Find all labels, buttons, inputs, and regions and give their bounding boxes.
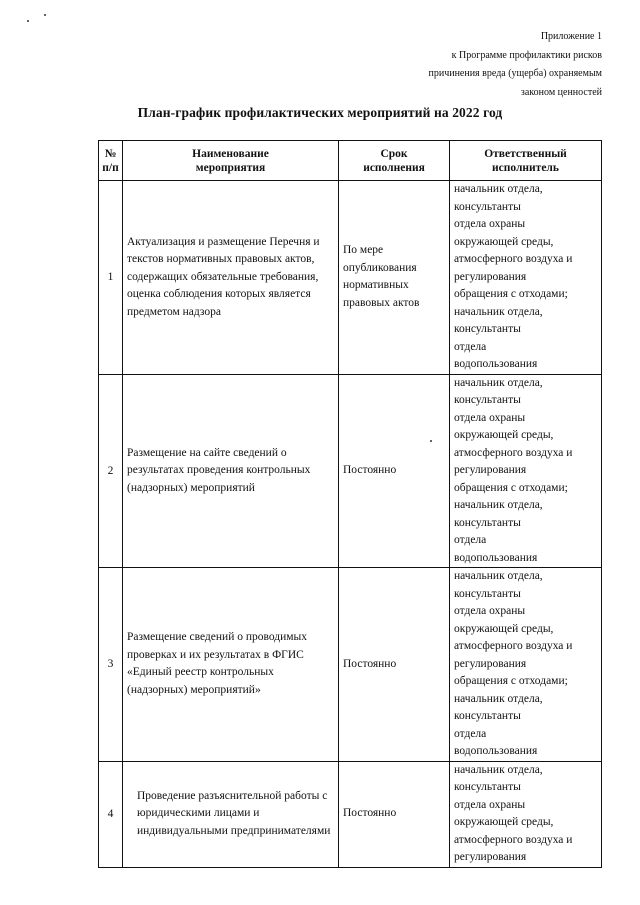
table-row bbox=[99, 568, 602, 762]
activity-term: Постоянно bbox=[339, 374, 450, 568]
table-row bbox=[99, 761, 602, 867]
appendix-line: Приложение 1 bbox=[540, 31, 602, 42]
activity-responsible: начальник отдела, консультанты отдела охраны окружающей среды, атмосферного воздуха и регулирования обращения с отходами; начальник отдела, консультанты отдела водопользования bbox=[450, 181, 602, 375]
table-row bbox=[99, 374, 602, 568]
activity-term: По мере опубликования нормативных правовых актов bbox=[339, 181, 450, 375]
activity-name: Размещение сведений о проводимых проверках и их результатах в ФГИС «Единый реестр контрольных (надзорных) мероприятий» bbox=[123, 568, 339, 762]
plan-table bbox=[98, 140, 602, 868]
appendix-line: к Программе профилактики рисков bbox=[451, 49, 602, 61]
appendix-note bbox=[428, 28, 602, 102]
row-number: 1 bbox=[99, 181, 123, 375]
header-responsible: Ответственный исполнитель bbox=[450, 141, 602, 181]
document-title: План-график профилактических мероприятий на 2022 год bbox=[137, 105, 503, 120]
activity-term: Постоянно bbox=[339, 568, 450, 762]
row-number: 4 bbox=[99, 761, 123, 867]
activity-responsible: начальник отдела, консультанты отдела охраны окружающей среды, атмосферного воздуха и регулирования обращения с отходами; начальник отдела, консультанты отдела водопользования bbox=[450, 374, 602, 568]
row-number: 2 bbox=[99, 374, 123, 568]
scan-speck bbox=[430, 440, 432, 442]
row-number: 3 bbox=[99, 568, 123, 762]
appendix-line: законом ценностей bbox=[520, 86, 602, 98]
scan-speck bbox=[44, 14, 46, 16]
scan-speck bbox=[27, 20, 29, 22]
activity-responsible: начальник отдела, консультанты отдела охраны окружающей среды, атмосферного воздуха и регулирования bbox=[450, 761, 602, 867]
table-header-row bbox=[99, 141, 602, 181]
activity-name: Размещение на сайте сведений о результатах проведения контрольных (надзорных) мероприятий bbox=[123, 374, 339, 568]
appendix-line: причинения вреда (ущерба) охраняемым bbox=[428, 68, 602, 79]
activity-name: Проведение разъяснительной работы с юридическими лицами и индивидуальными предпринимателями bbox=[123, 761, 339, 867]
header-name: Наименование мероприятия bbox=[123, 141, 339, 181]
header-num: № п/п bbox=[99, 141, 123, 181]
activity-term: Постоянно bbox=[339, 761, 450, 867]
table-row bbox=[99, 181, 602, 375]
activity-responsible: начальник отдела, консультанты отдела охраны окружающей среды, атмосферного воздуха и регулирования обращения с отходами; начальник отдела, консультанты отдела водопользования bbox=[450, 568, 602, 762]
activity-name: Актуализация и размещение Перечня и текстов нормативных правовых актов, содержащих обязательные требования, оценка соблюдения которых является предметом надзора bbox=[123, 181, 339, 375]
header-term: Срок исполнения bbox=[339, 141, 450, 181]
